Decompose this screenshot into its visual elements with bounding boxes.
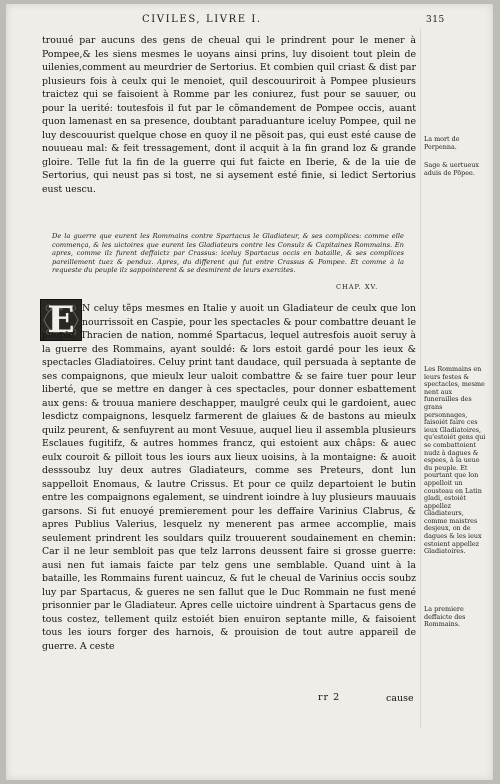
margin-rule [420, 28, 421, 728]
drop-cap-letter: E [47, 299, 75, 341]
page-number: 315 [426, 15, 445, 25]
margin-note-perpenna: La mort de Perpenna. [424, 135, 460, 151]
paragraph-sertorius: trouué par aucuns des gens de cheual qui le prindrent pour le mener à Pompee,& les siens mesmes le uoyans ainsi prins, luy disoient tout plein de uilenies,comment au meurdrier de Sertorius. Et combien quil criast & dist par plusieurs fois à ceulx qui le menoiet, quil descouuriroit à Pompee plusieurs traictez qui se faisoient à Romme par les coniurez, fust pour se sauuer, ou pour la uerité: toutesfois il fut par le cõmandement de Pompee occis, auant quon lamenast en sa presence, doubtant paraduanture iceluy Pompee, quil ne luy descouurist quelque chose en quoy il ne pẽsoit pas, qui eust esté cause de nouueau mal: & feit tressagement, dont il acquit à la fin grand loz & grande gloire. Telle fut la fin de la guerre qui fut faicte en Iberie, & de la uie de Sertorius, qui neust pas si tost, ne si aysement esté finie, si ledict Sertorius eust uescu. [42, 35, 416, 196]
margin-note-pompee: Sage & uertueux aduis de Põpee. [424, 161, 479, 177]
margin-note-gladiators: Les Rommains en leurs festes & spectacles, mesme nent aux funerailles des grans personnages, faisoiét faire ces ieux Gladiatoires, qu'estoiét gens qui se combattoient nudz à dagues & espees, à la ueue du peuple. Et pourtant que lon appelloit un cousteau en Latin gladi, estoiét appellez Gladiateurs, comme maistres desjeux, on de dagues & les ieux estoient appellez Gladiatoires. [424, 365, 486, 556]
chapter-summary: De la guerre que eurent les Rommains contre Spartacus le Gladiateur, & ses complices: comme elle commença, & les uictoires que eurent les Gladiateurs contre les Consulz & Capitaines Rommains. En apres, comme ilz furent deffaictz par Crassus: iceluy Spartacus occis en bataille, & ses complices pareillement tuez & penduz. Apres, du different qui fut entre Crassus & Pompee. Et comme à la requeste du peuple ilz sappointerent & se desmirent de leurs exercites. [52, 232, 404, 275]
book-page [6, 4, 493, 780]
chapter-label: CHAP. XV. [336, 283, 379, 291]
signature-mark: rr 2 [318, 692, 341, 703]
running-title: CIVILES, LIVRE I. [142, 14, 262, 25]
margin-note-first-defeat: La premiere deffaicte des Rommains. [424, 605, 466, 629]
paragraph-spartacus-text: N celuy tẽps mesmes en Italie y auoit un Gladiateur de ceulx que lon nourrissoit en Caspie, pour les spectacles & pour combattre deuant le peuple, Thracien de nation, nommé Spartacus, lequel autresfois auoit seruy à la guerre des Rommains, ayant souldé: & lors estoit gardé pour les ieux & spectacles Gladiatoires. Celuy print tant daudace, quil persuada à septante de ses compaignons, que mieulx leur ualoit combattre & se faire tuer pour leur liberté, que se mettre en danger à ces spectacles, pour donner esbattement aux gens: & trouua maniere deschapper, maulgré ceulx qui le gardoient, auec lesdictz compaignons, lesquelz farmerent de glaiues & de bastons au mieulx quilz peurent, & senfuyrent au mont Vesuue, auquel lieu il assembla plusieurs Esclaues fugitifz, & autres hommes francz, qui estoient aux châps: & auec eulx couroit & pilloit tous les iours aux lieux uoisins, à la montaigne: & auoit desssoubz luy deux autres Gladiateurs, comme ses Preteurs, dont lun sappelloit Enomaus, & lautre Crissus. Et pour ce quilz departoient le butin entre les compaignons egalement, se uindrent ioindre à luy plusieurs mauuais garsons. Si fut enuoyé premierement pour les deffaire Varinius Clabrus, & apres Publius Valerius, lesquelz ny menerent pas armee accomplie, mais seulement prindrent les souldars quilz trouuerent soudainement en chemin: Car il ne leur sembloit pas que telz larrons deussent faire si grosse guerre: ausi nen fut iamais faicte par telz gens une semblable. Quand uint à la bataille, les Rommains furent uaincuz, & fut le cheual de Varinius occis soubz luy par Spartacus, & gueres ne sen fallut que le Duc Rommain ne fust mené prisonnier par le Gladiateur. Apres celle uictoire uindrent à Spartacus gens de tous costez, tellement quilz estoiét bien enuiron septante mille, & faisoient tous les iours forger des harnois, & prouision de tout autre appareil de guerre. A ceste [42, 303, 416, 652]
catchword: cause [386, 693, 414, 704]
drop-cap-spacer [42, 302, 82, 328]
paragraph-spartacus [42, 299, 416, 653]
